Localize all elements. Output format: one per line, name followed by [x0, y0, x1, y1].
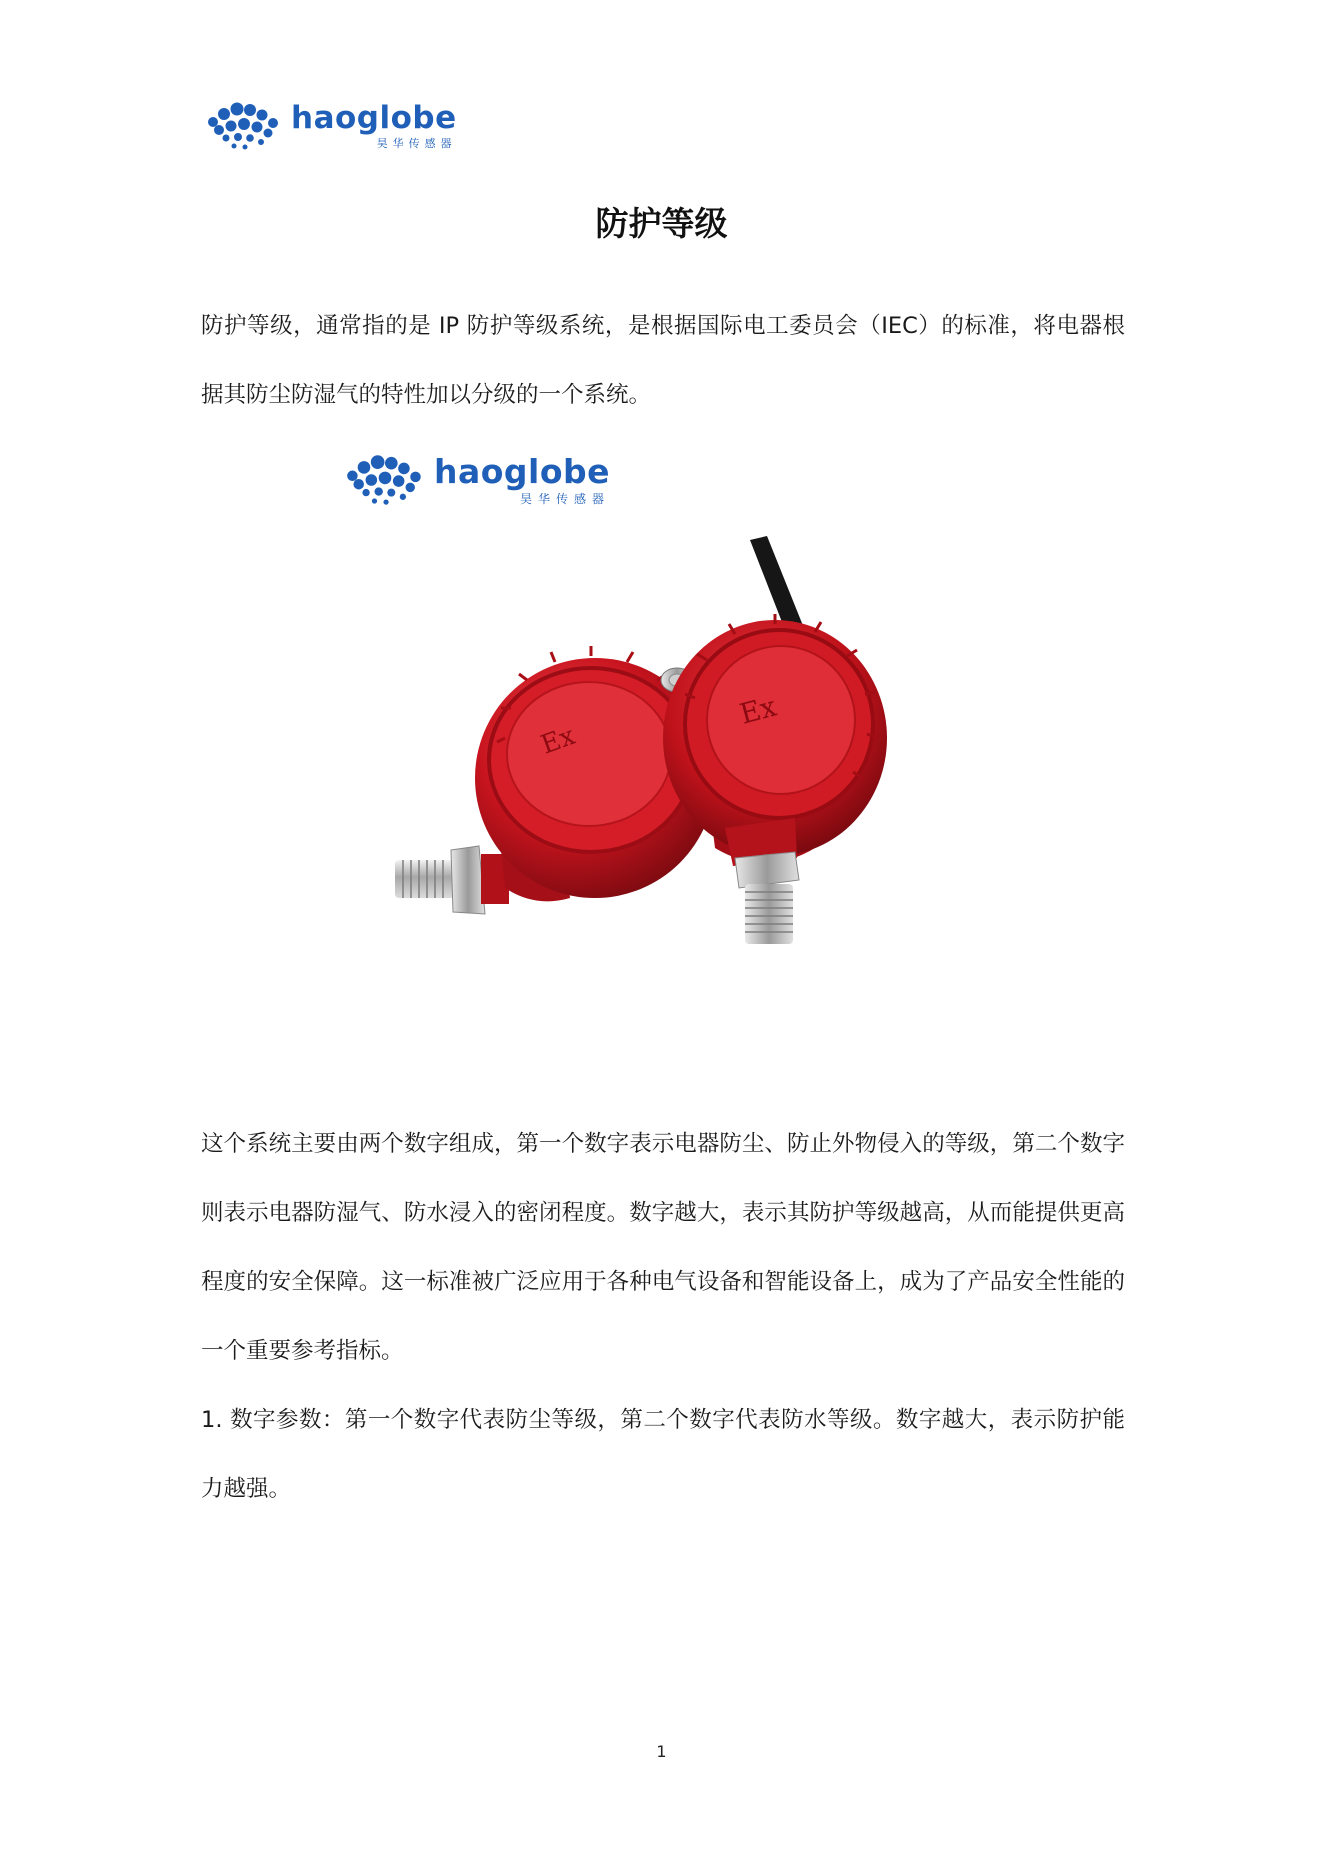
left-pressure-fitting	[395, 846, 509, 914]
paragraph-system-description: 这个系统主要由两个数字组成，第一个数字表示电器防尘、防止外物侵入的等级，第二个数字则表示电器防湿气、防水浸入的密闭程度。数字越大，表示其防护等级越高，从而能提供更高程度的安全保障。这一标准被广泛应用于各种电气设备和智能设备上，成为了产品安全性能的一个重要参考指标。	[201, 1131, 1125, 1364]
page-title: 防护等级	[595, 204, 728, 243]
logo-wordmark	[434, 452, 611, 506]
logo-brand-text: haoglobe	[291, 100, 457, 136]
paragraph-intro: 防护等级，通常指的是 IP 防护等级系统，是根据国际电工委员会（IEC）的标准，将电器根据其防尘防湿气的特性加以分级的一个系统。	[201, 313, 1125, 408]
figure-logo	[344, 452, 610, 508]
page-number: 1	[656, 1742, 667, 1761]
logo-brand-text: haoglobe	[434, 452, 611, 491]
paragraph-digit-parameters: 1. 数字参数：第一个数字代表防尘等级，第二个数字代表防水等级。数字越大，表示防护能力越强。	[201, 1407, 1125, 1502]
logo-wordmark	[291, 100, 457, 150]
ex-marking-right: Ex	[736, 689, 780, 731]
ex-marking-left: Ex	[537, 720, 580, 761]
product-photo	[395, 528, 935, 978]
haoglobe-logo-mark-icon	[205, 100, 283, 152]
logo-subtitle-text: 昊华传感器	[520, 492, 611, 506]
logo-subtitle-text: 昊华传感器	[376, 137, 457, 150]
header-logo	[205, 100, 457, 152]
right-pressure-fitting	[725, 818, 799, 944]
haoglobe-logo-mark-icon	[344, 452, 426, 508]
